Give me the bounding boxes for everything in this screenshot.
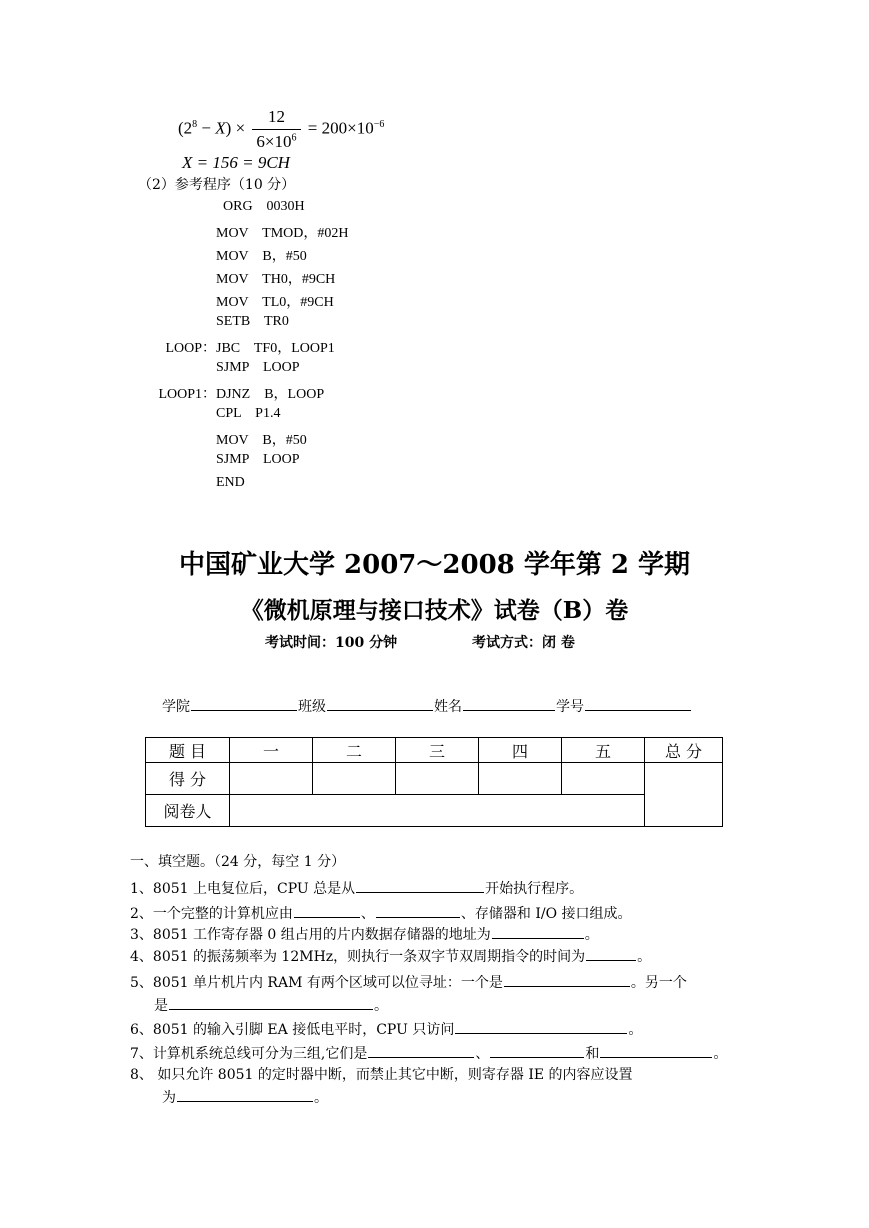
score-cell-q5[interactable] [562,763,645,795]
q8-blank[interactable] [177,1087,313,1102]
score-row-label: 得 分 [146,763,230,795]
program-line: SETB TR0 [216,314,289,329]
header-cell-total: 总 分 [645,738,723,763]
program-line: MOV B，#50 [216,433,307,448]
section1-heading: 一、填空题。（24 分，每空 1 分） [130,854,346,870]
question-3 [130,924,599,944]
class-blank[interactable] [327,696,433,711]
q8-text: 8、 如只允许 8051 的定时器中断，而禁止其它中断，则寄存器 IE 的内容应设置 [130,1067,633,1083]
q5-blank-2[interactable] [169,995,373,1010]
name-blank[interactable] [463,696,555,711]
program-line: END [216,475,245,490]
q8-text-cont: 为 [162,1090,176,1106]
header-cell-item: 题 目 [146,738,230,763]
formula-denominator-base: 6×10 [256,132,292,151]
formula-timer-equation: $(2^8 - X)$ × $\frac{12}{6\times 10^6}$ = $200\times 10^{-6}$ [178,107,385,151]
q2-separator: 、 [360,906,375,922]
program-line: ORG 0030H [223,199,305,214]
score-cell-q4[interactable] [479,763,562,795]
grader-row [146,795,723,827]
class-label: 班级 [298,699,326,715]
program-line: SJMP LOOP [216,452,300,467]
formula-variable: X [215,118,226,138]
header-cell-q5: 五 [562,738,645,763]
program-label: LOOP1： [158,387,216,402]
question-2 [130,903,632,923]
college-label: 学院 [162,699,190,715]
college-blank[interactable] [191,696,297,711]
formula-result: X = 156 = 9CH [182,153,290,172]
formula-denominator-exp: 6 [291,132,297,144]
q1-blank[interactable] [356,878,484,893]
question-7 [130,1043,727,1063]
q7-and: 和 [585,1046,600,1062]
student-id-blank[interactable] [585,696,691,711]
formula-base: 2 [183,118,193,138]
formula-numerator: 12 [252,107,300,130]
formula-rhs-exponent: −6 [373,118,385,130]
question-8 [130,1066,633,1084]
exam-title: 中国矿业大学 2007～2008 学年第 2 学期 [178,550,691,580]
exam-subtitle: 《微机原理与接口技术》试卷（B）卷 [240,597,629,624]
score-cell-q3[interactable] [396,763,479,795]
q5-text-cont: 是 [154,998,168,1014]
q5-text-mid: 。另一个 [630,975,687,991]
program-line: MOV TL0，#9CH [216,295,334,310]
question-1 [130,878,583,898]
q7-blank-1[interactable] [368,1043,474,1058]
question-4 [130,946,651,966]
q6-blank[interactable] [455,1019,627,1034]
question-5 [130,972,687,992]
q2-text-end: 、存储器和 I/O 接口组成。 [460,906,632,922]
student-info-row [162,696,692,716]
q6-text-end: 。 [628,1022,643,1038]
q1-text-end: 开始执行程序。 [485,881,584,897]
q3-text: 3、8051 工作寄存器 0 组占用的片内数据存储器的地址为 [130,927,491,943]
score-cell-total[interactable] [645,763,723,827]
q2-text: 2、一个完整的计算机应由 [130,906,293,922]
program-line: MOV TMOD，#02H [216,226,349,241]
name-label: 姓名 [434,699,462,715]
exam-mode: 考试方式：闭 卷 [472,635,575,651]
q2-blank-1[interactable] [294,903,360,918]
q7-text-end: 。 [713,1046,728,1062]
header-cell-q3: 三 [396,738,479,763]
program-line: MOV B，#50 [216,249,307,264]
score-table [145,737,723,827]
score-cell-q1[interactable] [230,763,313,795]
q1-text: 1、8051 上电复位后，CPU 总是从 [130,881,356,897]
question-6 [130,1019,642,1039]
formula-rhs: = 200×10 [307,118,374,138]
exam-time: 考试时间：100 分钟 [265,635,398,651]
student-id-label: 学号 [556,699,584,715]
program-line: MOV TH0，#9CH [216,272,336,287]
question-8-continued [162,1087,328,1107]
grader-cell[interactable] [230,795,645,827]
header-cell-q1: 一 [230,738,313,763]
program-line: CPL P1.4 [216,406,281,421]
formula-denominator [252,130,300,152]
formula-times: × [235,118,246,138]
formula-exponent: 8 [192,118,198,130]
q7-blank-2[interactable] [490,1043,584,1058]
q3-text-end: 。 [584,927,599,943]
program-line: SJMP LOOP [216,360,300,375]
q2-blank-2[interactable] [376,903,460,918]
q4-text: 4、8051 的振荡频率为 12MHz，则执行一条双字节双周期指令的时间为 [130,949,586,965]
q7-blank-3[interactable] [600,1043,712,1058]
q7-separator: 、 [475,1046,490,1062]
question-5-continued [154,995,388,1015]
program-line: JBC TF0，LOOP1 [216,341,335,356]
formula-fraction [252,107,300,152]
q5-blank-1[interactable] [504,972,630,987]
q3-blank[interactable] [492,924,584,939]
program-heading: （2）参考程序（10 分） [138,177,296,193]
q7-text: 7、计算机系统总线可分为三组,它们是 [130,1046,368,1062]
q5-text-end: 。 [374,998,388,1014]
score-cell-q2[interactable] [313,763,396,795]
formula-minus: − [201,118,212,138]
q4-blank[interactable] [586,946,636,961]
program-label: LOOP： [165,341,216,356]
q6-text: 6、8051 的输入引脚 EA 接低电平时，CPU 只访问 [130,1022,455,1038]
program-line: DJNZ B，LOOP [216,387,325,402]
q5-text: 5、8051 单片机片内 RAM 有两个区域可以位寻址：一个是 [130,975,503,991]
header-cell-q4: 四 [479,738,562,763]
header-cell-q2: 二 [313,738,396,763]
grader-row-label: 阅卷人 [146,795,230,827]
q8-text-end: 。 [314,1090,328,1106]
q4-text-end: 。 [637,949,652,965]
score-row [146,763,723,795]
score-table-header-row [146,738,723,763]
